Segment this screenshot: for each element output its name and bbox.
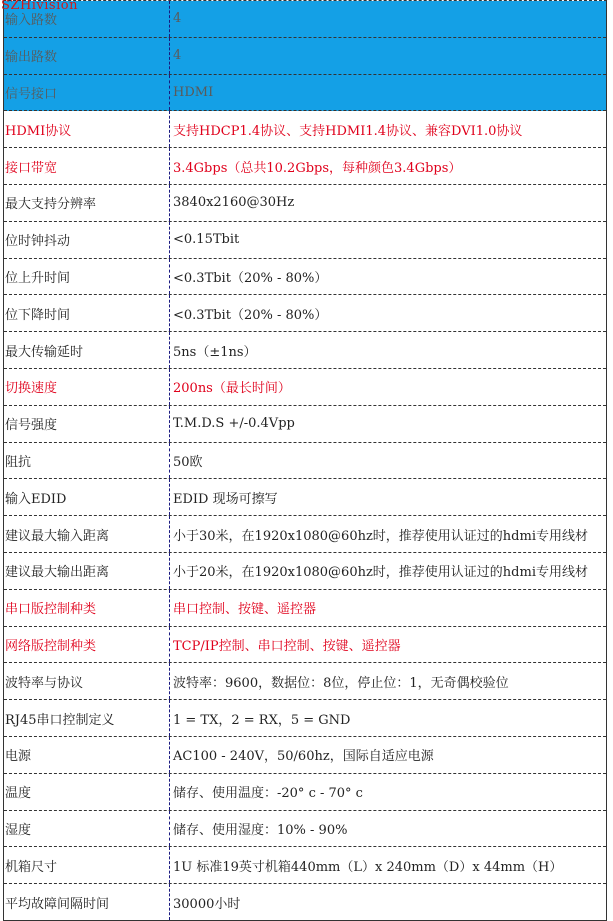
table-row (4, 737, 606, 774)
row-label: 建议最大输出距离 (4, 553, 170, 589)
row-value: T.M.D.S +/-0.4Vpp (173, 416, 295, 432)
row-label: 输出路数 (4, 38, 170, 74)
row-label: 温度 (4, 774, 170, 810)
spec-table (3, 0, 607, 921)
table-row (4, 479, 606, 516)
row-label: 输入EDID (4, 479, 170, 515)
table-row (4, 627, 606, 664)
row-label: 最大支持分辨率 (4, 185, 170, 221)
row-label: 最大传输延时 (4, 332, 170, 368)
table-row (4, 553, 606, 590)
row-value: 1 = TX，2 = RX，5 = GND (173, 712, 351, 728)
row-label: 机箱尺寸 (4, 847, 170, 883)
table-row (4, 590, 606, 627)
row-value: HDMI (173, 84, 214, 100)
row-label: 网络版控制种类 (4, 627, 170, 663)
row-value: 3840x2160@30Hz (173, 195, 295, 211)
table-row (4, 811, 606, 848)
table-row (4, 222, 606, 259)
row-value: 小于30米，在1920x1080@60hz时，推荐使用认证过的hdmi专用线材 (173, 528, 588, 544)
row-label: 阻抗 (4, 443, 170, 479)
table-row (4, 1, 606, 38)
watermark-text: SZHivision (1, 0, 78, 13)
row-value: 4 (173, 48, 182, 64)
row-value: 支持HDCP1.4协议、支持HDMI1.4协议、兼容DVI1.0协议 (173, 123, 523, 139)
row-label: 输入路数 (4, 1, 170, 37)
row-value: 串口控制、按键、遥控器 (173, 602, 317, 618)
table-row (4, 332, 606, 369)
row-value: 1U 标准19英寸机箱440mm（L）x 240mm（D）x 44mm（H） (173, 859, 563, 875)
table-row (4, 443, 606, 480)
row-label: 信号接口 (4, 75, 170, 111)
row-value: 50欧 (173, 454, 203, 470)
row-value: AC100 - 240V，50/60hz，国际自适应电源 (173, 749, 434, 765)
table-row (4, 700, 606, 737)
row-value: 波特率：9600，数据位：8位，停止位：1，无奇偶校验位 (173, 675, 509, 691)
row-label: 建议最大输入距离 (4, 516, 170, 552)
row-label: 平均故障间隔时间 (4, 884, 170, 920)
row-value: 储存、使用温度：-20° c - 70° c (173, 786, 363, 802)
table-row (4, 663, 606, 700)
row-label: 电源 (4, 737, 170, 773)
row-value: 30000小时 (173, 896, 241, 912)
table-row (4, 295, 606, 332)
table-row (4, 148, 606, 185)
row-label: 位时钟抖动 (4, 222, 170, 258)
table-row (4, 884, 606, 921)
row-label: 串口版控制种类 (4, 590, 170, 626)
row-label: 接口带宽 (4, 148, 170, 184)
row-value: <0.3Tbit（20% - 80%） (173, 307, 328, 323)
row-value: 储存、使用湿度：10% - 90% (173, 822, 348, 838)
table-row (4, 406, 606, 443)
table-row (4, 75, 606, 112)
row-value: <0.15Tbit (173, 232, 240, 248)
table-row (4, 369, 606, 406)
table-row (4, 259, 606, 296)
row-value: 4 (173, 11, 182, 27)
row-value: 3.4Gbps（总共10.2Gbps，每种颜色3.4Gbps） (173, 160, 462, 176)
row-label: RJ45串口控制定义 (4, 700, 170, 736)
row-label: 湿度 (4, 811, 170, 847)
table-row (4, 38, 606, 75)
row-value: 小于20米，在1920x1080@60hz时，推荐使用认证过的hdmi专用线材 (173, 565, 588, 581)
row-label: 位下降时间 (4, 295, 170, 331)
row-value: <0.3Tbit（20% - 80%） (173, 270, 328, 286)
row-label: HDMI协议 (4, 111, 170, 147)
row-label: 切换速度 (4, 369, 170, 405)
table-row (4, 111, 606, 148)
table-row (4, 847, 606, 884)
table-row (4, 185, 606, 222)
row-label: 波特率与协议 (4, 663, 170, 699)
row-label: 信号强度 (4, 406, 170, 442)
table-row (4, 774, 606, 811)
row-value: 5ns（±1ns） (173, 344, 257, 360)
table-row (4, 516, 606, 553)
row-value: 200ns（最长时间） (173, 381, 291, 397)
row-label: 位上升时间 (4, 259, 170, 295)
row-value: TCP/IP控制、串口控制、按键、遥控器 (173, 638, 401, 654)
row-value: EDID 现场可擦写 (173, 491, 278, 507)
